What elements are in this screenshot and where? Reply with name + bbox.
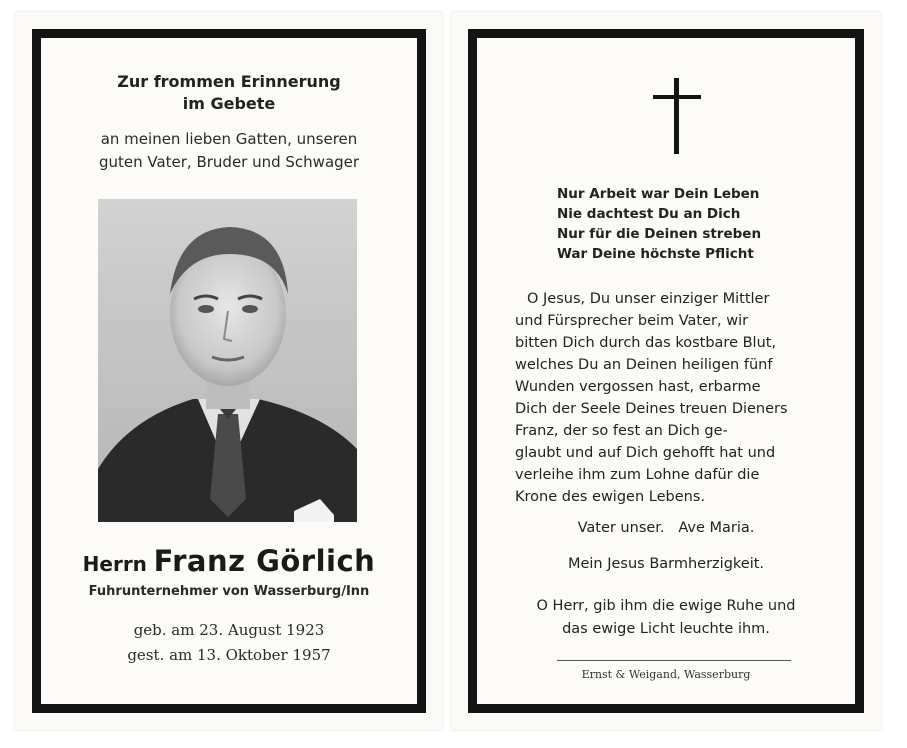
life-dates — [41, 618, 417, 668]
prayer-line: Wunden vergossen hast, erbarme — [515, 379, 761, 395]
poem-line: Nur Arbeit war Dein Leben — [557, 186, 760, 202]
portrait-illustration — [98, 199, 357, 522]
prayer-line: und Fürsprecher beim Vater, wir — [515, 313, 749, 329]
memorial-heading — [41, 71, 417, 115]
occupation: Fuhrunternehmer von Wasserburg/Inn — [88, 584, 370, 599]
printer-credit: Ernst & Weigand, Wasserburg — [581, 668, 751, 681]
poem — [557, 184, 761, 264]
dedication — [41, 128, 417, 174]
cross-icon — [653, 78, 701, 154]
poem-line: Nur für die Deinen streben — [557, 226, 762, 242]
final-prayer — [477, 595, 855, 641]
portrait-photo — [98, 199, 357, 522]
prayer-line: welches Du an Deinen heiligen fünf — [515, 357, 773, 373]
deceased-name — [41, 544, 417, 578]
prayer-text — [515, 288, 788, 508]
left-card — [15, 12, 443, 730]
prayer-line: Dich der Seele Deines treuen Dieners — [515, 401, 788, 417]
death-date: gest. am 13. Oktober 1957 — [127, 646, 331, 664]
final-prayer-line-2: das ewige Licht leuchte ihm. — [562, 621, 770, 637]
dedication-line-1: an meinen lieben Gatten, unseren — [100, 130, 358, 148]
prayer-line: verleihe ihm zum Lohne dafür die — [515, 467, 760, 483]
dedication-line-2: guten Vater, Bruder und Schwager — [98, 153, 360, 171]
closing-prayers: Vater unser. Ave Maria. — [577, 520, 755, 536]
invocation: Mein Jesus Barmherzigkeit. — [567, 556, 765, 572]
prayer-line: Franz, der so fest an Dich ge- — [515, 423, 728, 439]
prayer-line: glaubt und auf Dich gehofft hat und — [515, 445, 776, 461]
right-mourning-border — [468, 29, 864, 713]
heading-line-2: im Gebete — [182, 94, 276, 113]
heading-line-1: Zur frommen Erinnerung — [117, 72, 341, 91]
poem-line: War Deine höchste Pflicht — [557, 246, 754, 262]
name-prefix: Herrn — [82, 552, 147, 576]
prayer-line: Krone des ewigen Lebens. — [515, 489, 705, 505]
left-mourning-border — [32, 29, 426, 713]
prayer-line: bitten Dich durch das kostbare Blut, — [515, 335, 777, 351]
poem-line: Nie dachtest Du an Dich — [557, 206, 741, 222]
divider — [557, 660, 791, 661]
prayer-line: O Jesus, Du unser einziger Mittler — [527, 291, 770, 307]
right-card — [451, 12, 881, 730]
birth-date: geb. am 23. August 1923 — [133, 621, 325, 639]
final-prayer-line-1: O Herr, gib ihm die ewige Ruhe und — [536, 598, 796, 614]
name-main: Franz Görlich — [153, 544, 376, 578]
